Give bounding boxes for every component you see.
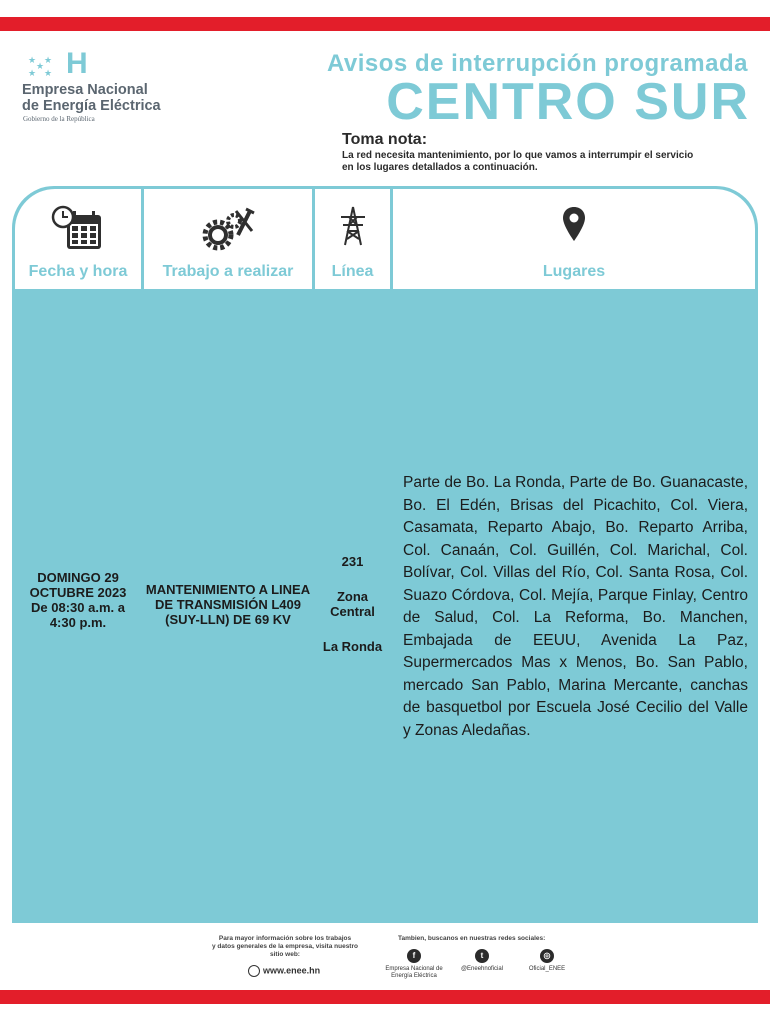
cell-fecha bbox=[15, 290, 141, 920]
linea-sector: La Ronda bbox=[322, 639, 383, 654]
header-fecha bbox=[15, 189, 141, 289]
linea-number: 231 bbox=[341, 554, 364, 569]
footer-info: Para mayor información sobre los trabajos y datos generales de la empresa, visita nuestro sitio web: bbox=[212, 935, 358, 958]
social-facebook[interactable]: f Empresa Nacional de Energía Eléctrica bbox=[385, 951, 443, 979]
trabajo-text: MANTENIMIENTO A LINEA DE TRANSMISIÓN L409 (SUY-LLN) DE 69 KV bbox=[145, 582, 311, 627]
cell-trabajo bbox=[144, 290, 312, 920]
globe-icon bbox=[248, 965, 260, 977]
social-heading: Tambien, buscanos en nuestras redes sociales: bbox=[398, 935, 546, 942]
website-link[interactable]: www.enee.hn bbox=[248, 965, 320, 977]
linea-zone-line2: Central bbox=[330, 604, 375, 619]
note-heading: Toma nota: bbox=[342, 131, 428, 148]
logo-h-mark: H bbox=[66, 47, 88, 80]
social-instagram[interactable]: ◎ Oficial_ENEE bbox=[528, 951, 566, 972]
location-pin-icon bbox=[561, 205, 587, 245]
header-trabajo bbox=[144, 189, 312, 289]
logo-stars: ★ ★ ★ ★ ★ bbox=[28, 55, 53, 78]
header-linea-label: Línea bbox=[331, 263, 374, 280]
logo-government: Gobierno de la República bbox=[23, 115, 95, 123]
logo-company-name: Empresa Nacional de Energía Eléctrica bbox=[22, 82, 161, 114]
lugares-text: Parte de Bo. La Ronda, Parte de Bo. Guanacaste, Bo. El Edén, Brisas del Picachito, Col. Viera, Casamata, Reparto Abajo, Bo. Reparto Arriba, Col. Canaán, Col. Guillén, Col. Marichal, Col. Bolívar, Col. Villas del Río, Col. Santa Rosa, Col. Suazo Córdova, Col. Mejía, Parque Finlay, Centro de Salud, Col. La Reforma, Bo. Manchen, Embajada de EEUU, Avenida La Paz, Supermercados Mas x Menos, Bo. San Pablo, mercado San Pablo, Marina Mercante, canchas de basquetbol por Escuela José Cecilio del Valle y Zonas Aledañas. bbox=[403, 474, 748, 739]
note-text: La red necesita mantenimiento, por lo que vamos a interrumpir el servicio en los lugares detallados a continuación. bbox=[342, 150, 694, 173]
calendar-clock-icon bbox=[51, 205, 105, 253]
linea-zone-line1: Zona bbox=[336, 589, 369, 604]
header-trabajo-label: Trabajo a realizar bbox=[162, 263, 294, 280]
facebook-icon: f bbox=[407, 949, 421, 963]
cell-linea bbox=[315, 290, 390, 920]
header-fecha-label: Fecha y hora bbox=[28, 263, 128, 280]
enee-logo bbox=[22, 47, 222, 132]
transmission-tower-icon bbox=[338, 205, 368, 247]
header-linea bbox=[315, 189, 390, 289]
social-twitter[interactable]: t @Eneehnoficial bbox=[460, 951, 504, 972]
gear-wrench-icon bbox=[200, 205, 256, 253]
fecha-text: DOMINGO 29 OCTUBRE 2023 De 08:30 a.m. a 4:30 p.m. bbox=[29, 570, 127, 630]
instagram-icon: ◎ bbox=[540, 949, 554, 963]
linea-text bbox=[315, 554, 390, 654]
bottom-red-bar bbox=[0, 990, 770, 1004]
header-lugares-label: Lugares bbox=[542, 263, 606, 280]
notice-title: Avisos de interrupción programada bbox=[326, 50, 748, 77]
twitter-icon: t bbox=[475, 949, 489, 963]
header-lugares bbox=[393, 189, 755, 289]
top-red-bar bbox=[0, 17, 770, 31]
schedule-table bbox=[12, 186, 758, 923]
cell-lugares bbox=[393, 290, 755, 920]
region-title: CENTRO SUR bbox=[386, 73, 750, 131]
